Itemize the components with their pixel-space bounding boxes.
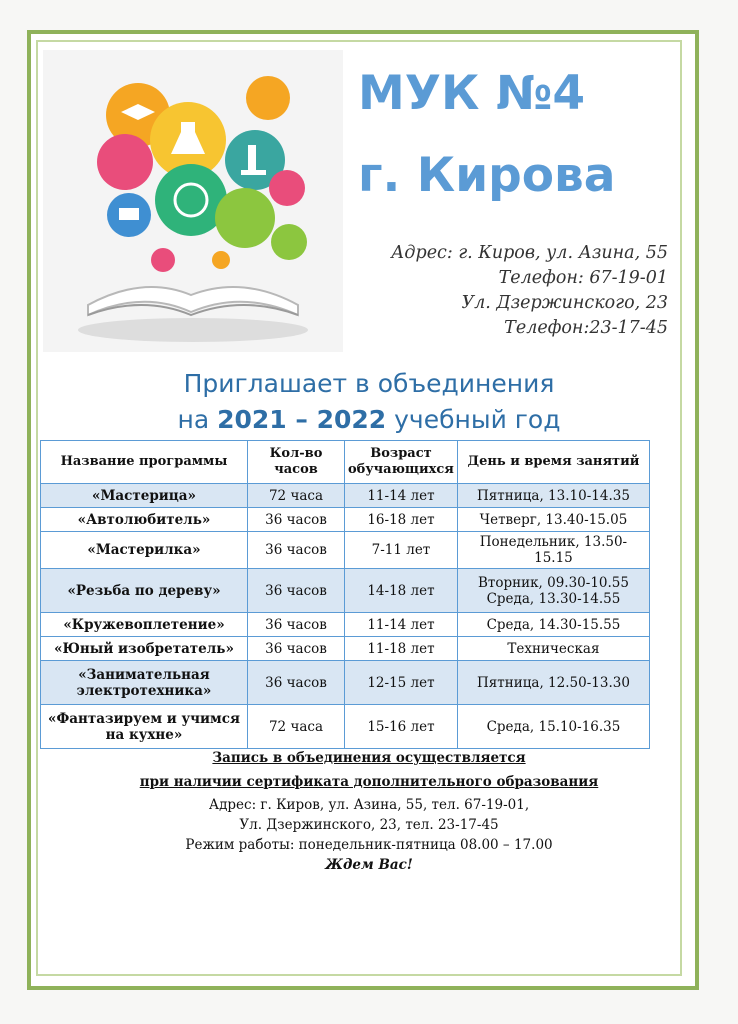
header-age: Возраст обучающихся bbox=[345, 441, 458, 484]
open-book-icon bbox=[88, 287, 298, 315]
table-row: «Мастерилка» 36 часов 7-11 лет Понедельник, 13.50-15.15 bbox=[41, 532, 650, 569]
footer-address-1: Адрес: г. Киров, ул. Азина, 55, тел. 67-19-01, bbox=[208, 797, 530, 813]
contact-phone-1: Телефон: 67-19-01 bbox=[498, 268, 668, 288]
header-schedule: День и время занятий bbox=[457, 441, 649, 484]
footer-enrollment-2: при наличии сертификата дополнительного образования bbox=[139, 774, 599, 790]
programs-table bbox=[40, 440, 650, 749]
invite-line-2: на 2021 – 2022 учебный год bbox=[177, 405, 561, 434]
contact-phone-2: Телефон:23-17-45 bbox=[504, 318, 668, 338]
org-city: г. Кирова bbox=[358, 148, 616, 203]
header-hours: Кол-во часов bbox=[248, 441, 345, 484]
footer-hours: Режим работы: понедельник-пятница 08.00 – 17.00 bbox=[185, 837, 553, 853]
table-row: «Кружевоплетение» 36 часов 11-14 лет Среда, 14.30-15.55 bbox=[41, 613, 650, 637]
org-title: МУК №4 bbox=[358, 66, 586, 121]
scissors-icon bbox=[246, 76, 290, 120]
dna-icon bbox=[269, 170, 305, 206]
contact-address-2: Ул. Дзержинского, 23 bbox=[461, 293, 668, 313]
table-header-row bbox=[41, 441, 650, 484]
contact-address-1: Адрес: г. Киров, ул. Азина, 55 bbox=[391, 243, 668, 263]
invite-line-1: Приглашает в объединения bbox=[183, 369, 555, 398]
table-row: «Занимательная электротехника» 36 часов 12-15 лет Пятница, 12.50-13.30 bbox=[41, 661, 650, 705]
footer-welcome: Ждем Вас! bbox=[325, 857, 413, 873]
atom-icon bbox=[271, 224, 307, 260]
medal-icon bbox=[97, 134, 153, 190]
sport-icon bbox=[215, 188, 275, 248]
table-row: «Мастерица» 72 часа 11-14 лет Пятница, 13.10-14.35 bbox=[41, 484, 650, 508]
table-row: «Фантазируем и учимся на кухне» 72 часа 15-16 лет Среда, 15.10-16.35 bbox=[41, 705, 650, 749]
footer-enrollment-1: Запись в объединения осуществляется bbox=[212, 750, 526, 766]
education-illustration bbox=[43, 50, 343, 352]
header-name: Название программы bbox=[41, 441, 248, 484]
table-row: «Автолюбитель» 36 часов 16-18 лет Четверг, 13.40-15.05 bbox=[41, 508, 650, 532]
table-row: «Резьба по дереву» 36 часов 14-18 лет Вторник, 09.30-10.55 Среда, 13.30-14.55 bbox=[41, 569, 650, 613]
table-row: «Юный изобретатель» 36 часов 11-18 лет Техническая bbox=[41, 637, 650, 661]
footer-address-2: Ул. Дзержинского, 23, тел. 23-17-45 bbox=[239, 817, 499, 833]
